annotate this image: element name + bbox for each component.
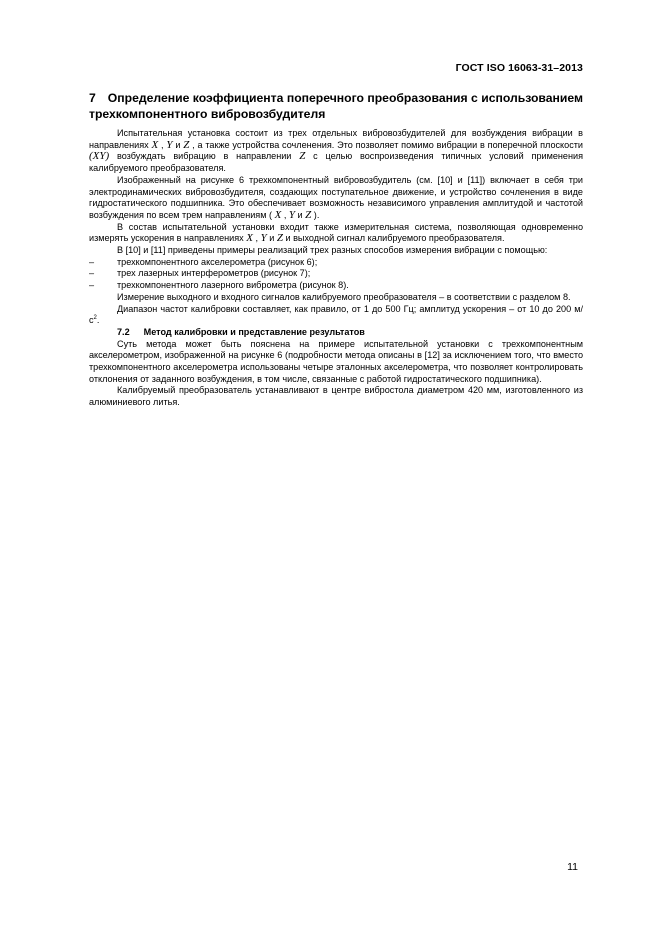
text: , — [281, 209, 289, 220]
math-x: X — [274, 208, 282, 221]
text: В состав испытательной установки входит также измерительная система, позволяющая одновременно измерять ускорения в направлениях — [89, 221, 583, 244]
math-y: Y — [288, 208, 296, 221]
text: , а также устройства сочленения. Это позволяет помимо вибрации в поперечной плоскости — [189, 139, 583, 150]
math-y: Y — [260, 232, 267, 245]
text: возбуждать вибрацию в направлении — [109, 151, 300, 162]
list-dash: – — [89, 280, 95, 291]
text: , — [252, 233, 261, 244]
text: Испытательная установка состоит из трех отдельных вибровозбудителей для возбуждения вибрации в направлениях — [89, 128, 583, 150]
list-dash: – — [89, 268, 95, 279]
text: и — [172, 139, 184, 150]
math-z: Z — [305, 208, 312, 221]
list-text: трех лазерных интерферометров (рисунок 7); — [117, 268, 311, 279]
text: и выходной сигнал калибруемого преобразователя. — [282, 233, 505, 244]
paragraph-measurement-system — [89, 222, 583, 245]
paragraph-setup — [89, 128, 583, 175]
math-x: X — [246, 232, 253, 245]
list-item — [89, 280, 583, 292]
math-z: Z — [276, 232, 283, 245]
subsection-number: 7.2 — [117, 326, 130, 337]
text: Изображенный на рисунке 6 трехкомпонентный вибровозбудитель (см. [10] и [11]) включает в себя три электродинамических вибровозбудителя, создающих поступательное движение, и устройство сочленения в виде гидростатического подшипника. Это обеспечивает возможность независимого управления амплитудой и частотой возбуждения по всем трем направлениям ( — [89, 174, 583, 220]
list-item — [89, 257, 583, 269]
paragraph-method: Суть метода может быть пояснена на примере испытательной установки с трехкомпонентным акселерометром, изображенной на рисунке 6 (подробности метода описаны в [12] за исключением того, что вместо трехкомпонентного акселерометра использованы четыре эталонных акселерометра, что позволяет контролировать отклонения от заданного возбуждения, в том числе, связанные с работой гидростатического подшипника). — [89, 338, 583, 384]
math-x: X — [151, 138, 159, 151]
text: с целью воспроизведения типичных условий применения калибруемого преобразователя. — [89, 151, 583, 174]
section-title-text: Определение коэффициента поперечного преобразования с использованием трехкомпонентного вибровозбудителя — [89, 91, 583, 121]
text: Диапазон частот калибровки составляет, как правило, от 1 до 500 Гц; амплитуд ускорения – от 10 до 200 м/с — [89, 303, 583, 326]
section-title — [89, 90, 583, 122]
math-z: Z — [183, 138, 190, 151]
section-number: 7 — [89, 91, 96, 105]
list-dash: – — [89, 256, 95, 267]
paragraph-exciter — [89, 175, 583, 222]
text: ). — [311, 209, 320, 220]
paragraph-signals: Измерение выходного и входного сигналов калибруемого преобразователя – в соответствии с разделом 8. — [117, 291, 571, 302]
paragraph-range — [89, 304, 583, 327]
list-item — [89, 268, 583, 280]
document-body — [89, 128, 583, 409]
text: и — [295, 209, 306, 220]
text: , — [158, 139, 167, 150]
list-text: трехкомпонентного лазерного виброметра (рисунок 8). — [117, 280, 349, 291]
math-xy: (XY) — [89, 150, 110, 163]
subsection-heading — [89, 327, 583, 339]
paragraph-table-mount: Калибруемый преобразователь устанавливают в центре вибростола диаметром 420 мм, изготовленного из алюминиевого литья. — [89, 385, 583, 408]
math-y: Y — [166, 138, 173, 151]
standard-code: ГОСТ ISO 16063-31–2013 — [455, 62, 583, 74]
paragraph-examples: В [10] и [11] приведены примеры реализаций трех разных способов измерения вибрации с помощью: — [117, 245, 548, 256]
subsection-title: Метод калибровки и представление результатов — [143, 326, 365, 337]
text: . — [96, 315, 100, 326]
list-text: трехкомпонентного акселерометра (рисунок 6); — [117, 256, 318, 267]
math-z: Z — [299, 150, 306, 163]
page-number: 11 — [567, 861, 578, 873]
text: и — [266, 233, 277, 244]
superscript: 2 — [93, 315, 97, 322]
